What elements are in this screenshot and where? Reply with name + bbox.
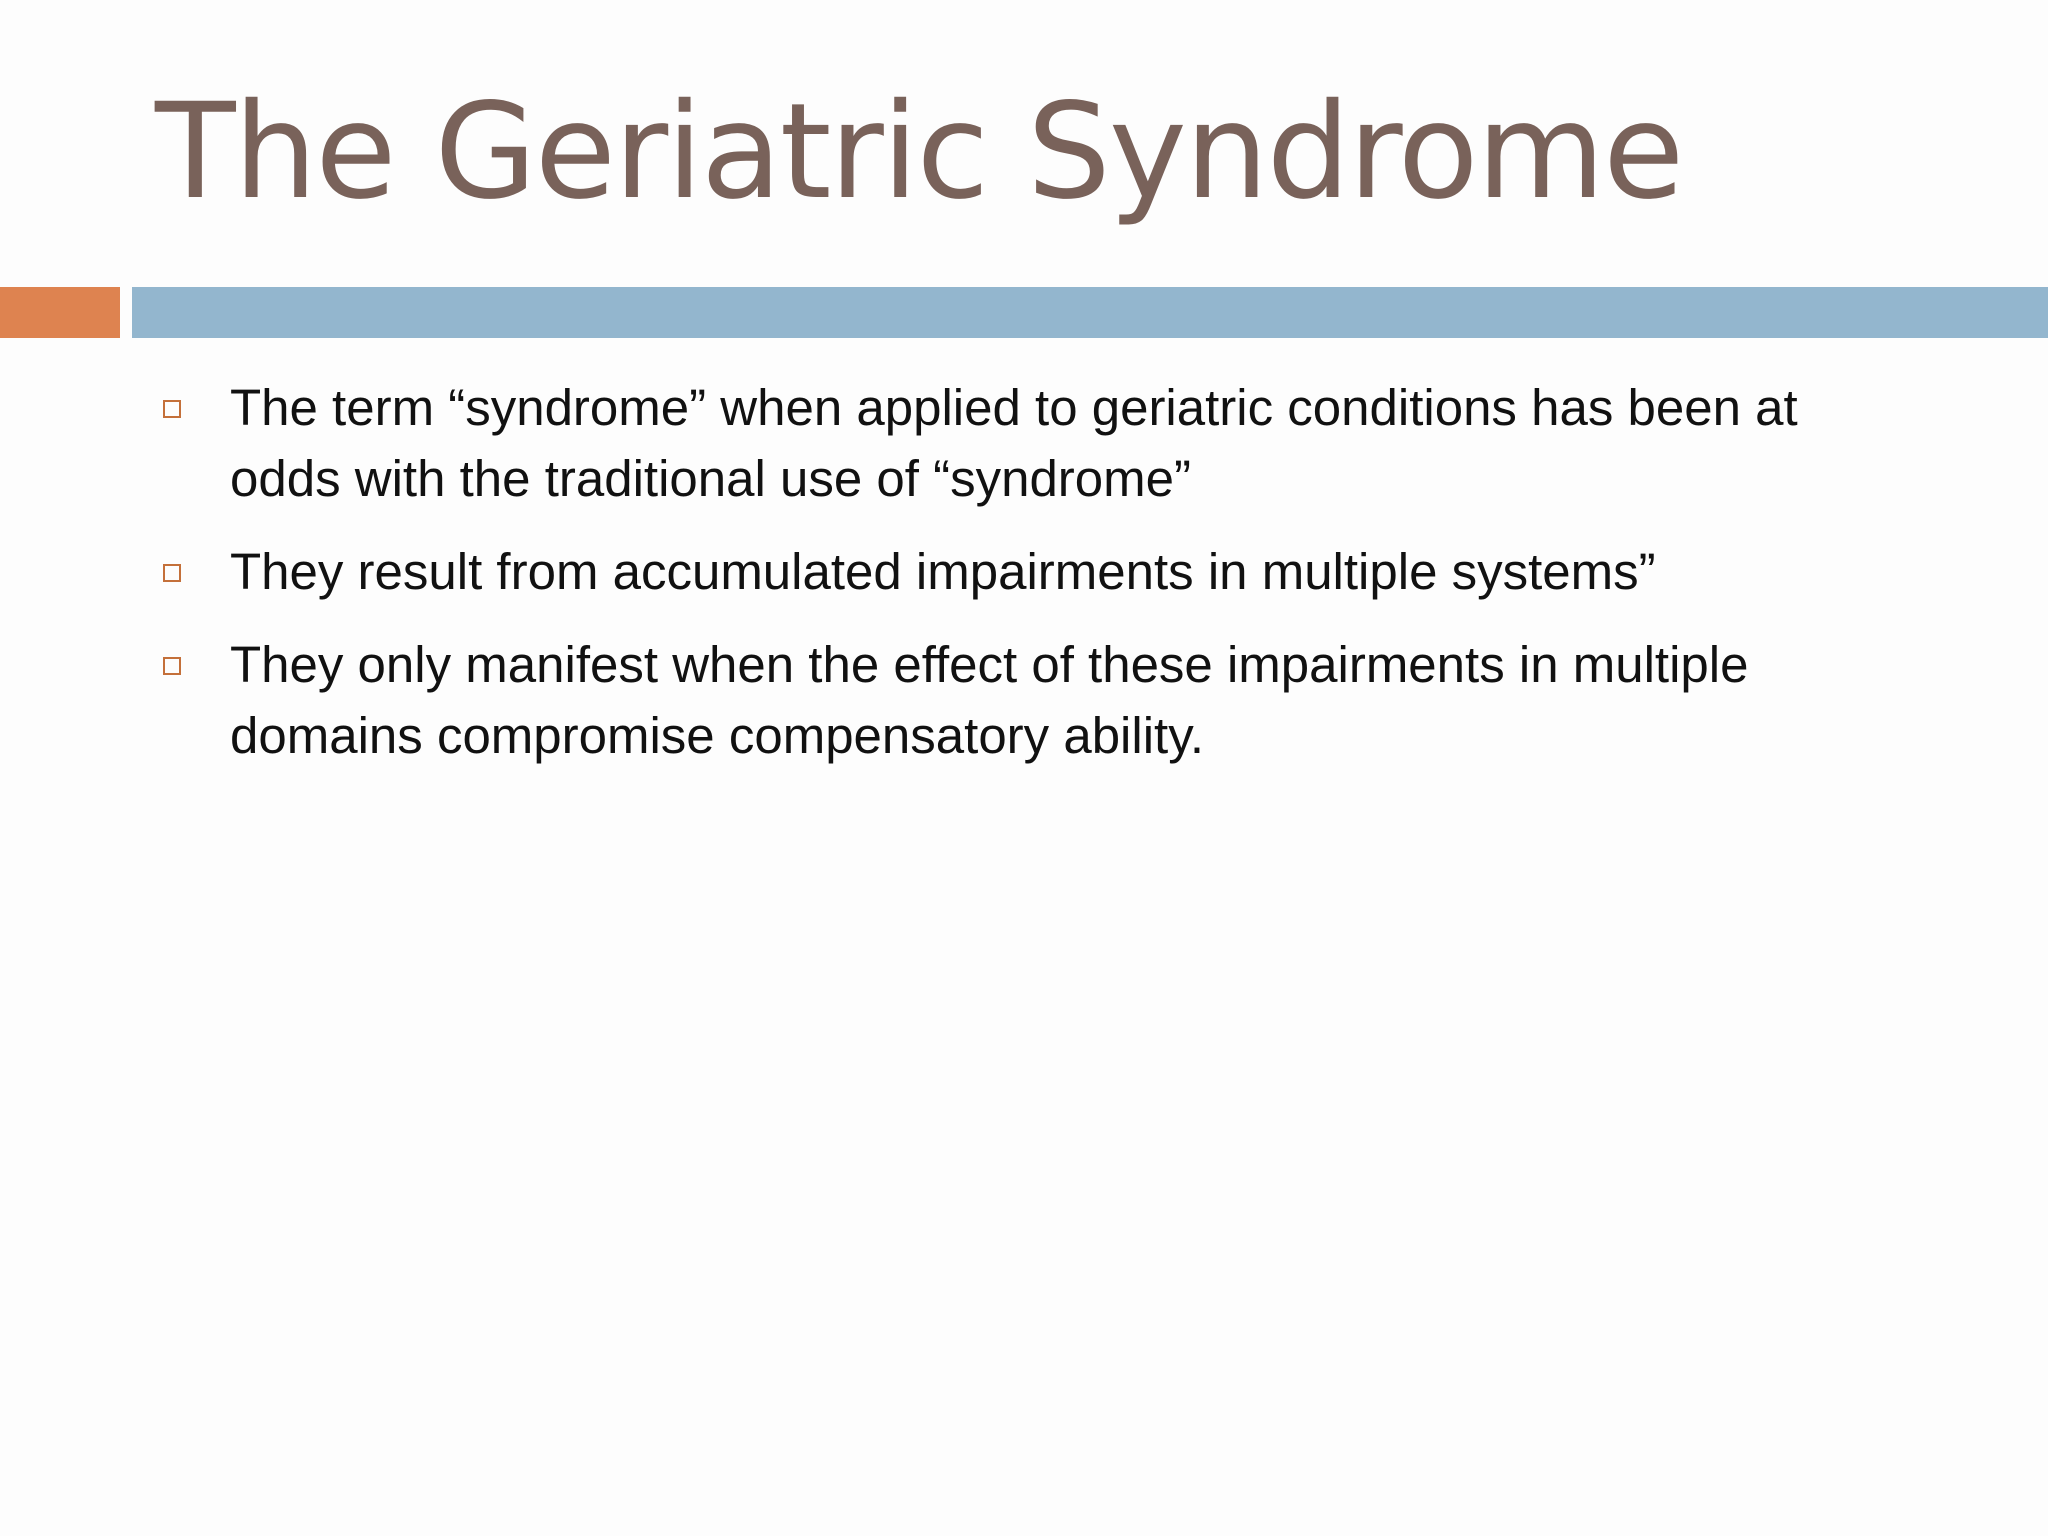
accent-bar-blue [132,287,2048,338]
bullet-item [155,536,1895,607]
hollow-square-bullet-icon [163,400,181,418]
accent-bar-orange [0,287,120,338]
hollow-square-bullet-icon [163,657,181,675]
bullet-item [155,629,1895,771]
bullet-text: The term “syndrome” when applied to geriatric conditions has been at odds with the traditional use of “syndrome” [230,379,1798,507]
bullet-item [155,372,1895,514]
bullet-text: They result from accumulated impairments in multiple systems” [230,543,1656,600]
hollow-square-bullet-icon [163,564,181,582]
bullet-text: They only manifest when the effect of these impairments in multiple domains compromise compensatory ability. [230,636,1749,764]
slide-title: The Geriatric Syndrome [155,75,1683,229]
bullet-list [155,372,1895,793]
